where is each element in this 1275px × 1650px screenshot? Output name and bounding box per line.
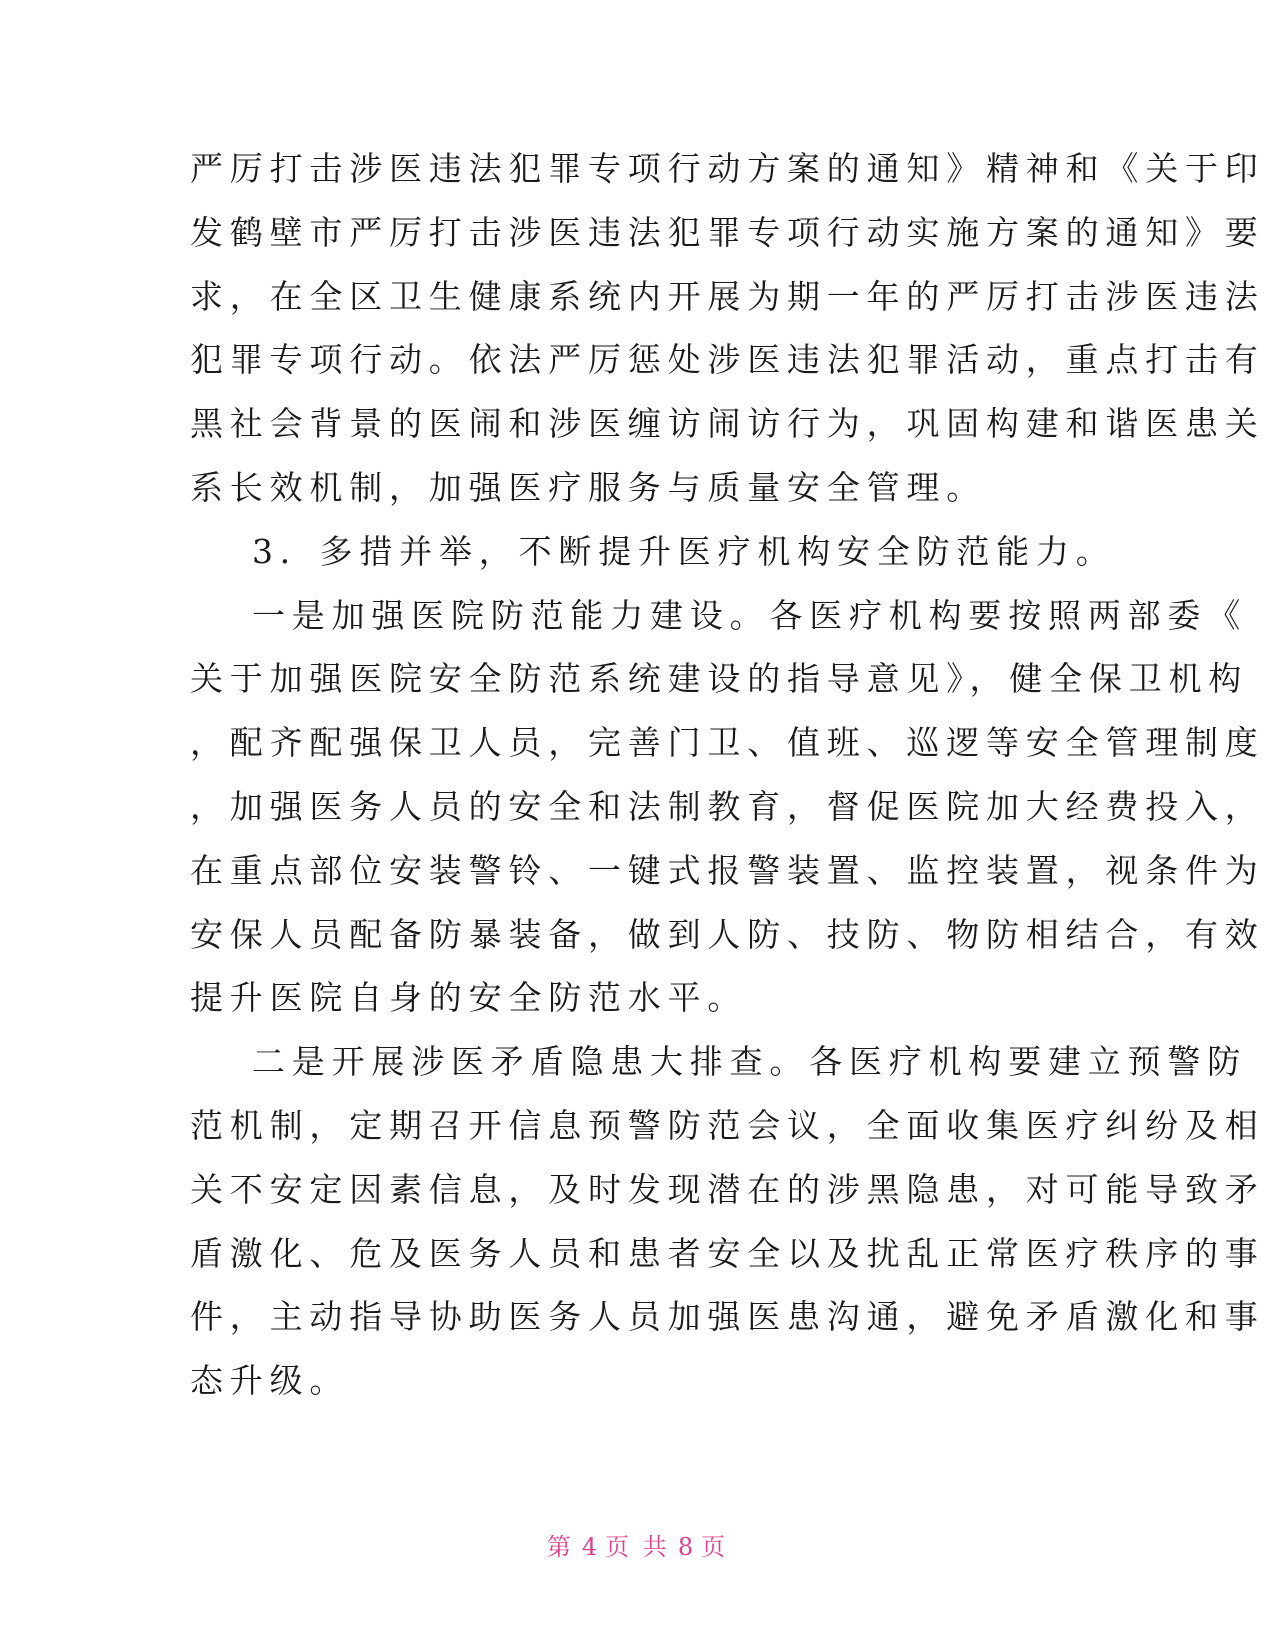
text-line: 犯罪专项行动。依法严厉惩处涉医违法犯罪活动，重点打击有 bbox=[190, 340, 1265, 380]
section-heading: 3．多措并举，不断提升医疗机构安全防范能力。 bbox=[252, 531, 1116, 571]
footer-suffix: 页 bbox=[701, 1533, 729, 1561]
text-line: 盾激化、危及医务人员和患者安全以及扰乱正常医疗秩序的事 bbox=[190, 1233, 1265, 1273]
current-page-number: 4 bbox=[581, 1533, 598, 1561]
text-line: 黑社会背景的医闹和涉医缠访闹访行为，巩固构建和谐医患关 bbox=[190, 404, 1265, 444]
text-line: 态升级。 bbox=[190, 1361, 350, 1401]
text-line: 二是开展涉医矛盾隐患大排查。各医疗机构要建立预警防 bbox=[252, 1042, 1247, 1082]
text-line: 范机制，定期召开信息预警防范会议，全面收集医疗纠纷及相 bbox=[190, 1105, 1265, 1145]
text-line: ，加强医务人员的安全和法制教育，督促医院加大经费投入， bbox=[190, 786, 1265, 826]
text-line: 件，主动指导协助医务人员加强医患沟通，避免矛盾激化和事 bbox=[190, 1297, 1265, 1337]
page-footer bbox=[0, 1527, 1275, 1562]
text-line: 严厉打击涉医违法犯罪专项行动方案的通知》精神和《关于印 bbox=[190, 149, 1265, 188]
document-body bbox=[190, 137, 1265, 1413]
text-line: 提升医院自身的安全防范水平。 bbox=[190, 978, 748, 1018]
text-line: 关不安定因素信息，及时发现潜在的涉黑隐患，对可能导致矛 bbox=[190, 1169, 1265, 1209]
text-line: 关于加强医院安全防范系统建设的指导意见》，健全保卫机构 bbox=[190, 659, 1249, 699]
text-line: 发鹤壁市严厉打击涉医违法犯罪专项行动实施方案的通知》要 bbox=[190, 212, 1265, 252]
text-line: ，配齐配强保卫人员，完善门卫、值班、巡逻等安全管理制度 bbox=[190, 723, 1265, 763]
text-line: 一是加强医院防范能力建设。各医疗机构要按照两部委《 bbox=[252, 595, 1247, 635]
total-page-count: 8 bbox=[677, 1533, 694, 1561]
text-line: 安保人员配备防暴装备，做到人防、技防、物防相结合，有效 bbox=[190, 914, 1265, 954]
text-line: 求，在全区卫生健康系统内开展为期一年的严厉打击涉医违法 bbox=[190, 276, 1265, 316]
text-line: 在重点部位安装警铃、一键式报警装置、监控装置，视条件为 bbox=[190, 850, 1265, 890]
text-line: 系长效机制，加强医疗服务与质量安全管理。 bbox=[190, 467, 986, 507]
footer-middle: 页 共 bbox=[605, 1533, 670, 1561]
footer-prefix: 第 bbox=[546, 1533, 574, 1561]
